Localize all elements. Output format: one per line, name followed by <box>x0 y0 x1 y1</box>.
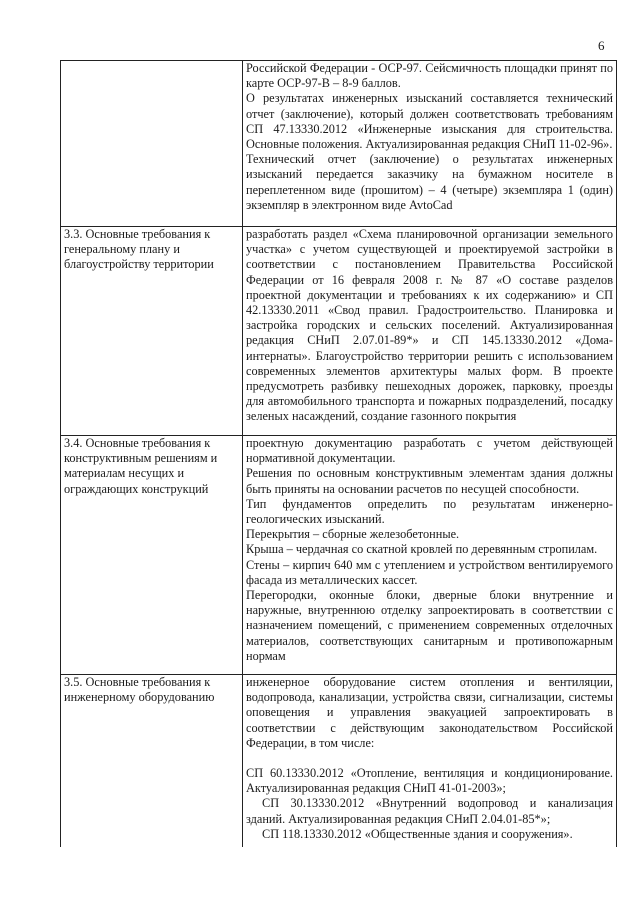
paragraph: СП 118.13330.2012 «Общественные здания и сооружения». <box>262 826 573 841</box>
requirement-cell: 3.3. Основные требования к генеральному плану и благоустройству территории <box>61 227 243 436</box>
paragraph: проектную документацию разработать с учетом действующей нормативной документации. <box>246 436 613 466</box>
table-row <box>61 675 617 848</box>
paragraph: Перекрытия – сборные железобетонные. <box>246 527 460 542</box>
requirement-cell: 3.4. Основные требования к конструктивным решениям и материалам несущих и ограждающих конструкций <box>61 436 243 675</box>
description-cell <box>243 436 617 675</box>
requirement-cell <box>61 61 243 227</box>
description-cell <box>243 675 617 848</box>
paragraph: Российской Федерации - ОСР-97. Сейсмичность площадки принят по карте ОСР-97-В – 8-9 баллов. <box>246 61 613 91</box>
paragraph: Тип фундаментов определить по результатам инженерно-геологических изысканий. <box>246 496 613 527</box>
paragraph: Перегородки, оконные блоки, дверные блоки внутренние и наружные, внутреннюю отделку запроектировать в соответствии с назначением помещений, с применением современных отделочных материалов, соответствующих санитарным и противопожарным нормам <box>246 588 613 663</box>
requirements-table <box>60 60 617 847</box>
table-row <box>61 61 617 227</box>
paragraph: СП 30.13330.2012 «Внутренний водопровод и канализация зданий. Актуализированная редакция СНиП 2.04.01-85*»; <box>246 796 613 826</box>
page-number: 6 <box>598 38 605 53</box>
paragraph: Решения по основным конструктивным элементам здания должны быть приняты на основании расчетов по несущей способности. <box>246 466 613 496</box>
requirement-cell: 3.5. Основные требования к инженерному оборудованию <box>61 675 243 848</box>
paragraph-gap <box>246 751 613 766</box>
description-cell <box>243 227 617 436</box>
paragraph: разработать раздел «Схема планировочной организации земельного участка» с учетом существующей и проектируемой застройки в соответствии с постановлением Правительства Российской Федерации от 16 февраля 2008 г. № 87 «О составе разделов проектной документации и требованиях к их содержанию» и СП 42.13330.2011 «Свод правил. Градостроительство. Планировка и застройка городских и сельских поселений. Актуализированная редакция СНиП 2.07.01-89*» и СП 145.13330.2012 «Дома-интернаты». Благоустройство территории решить с использованием современных элементов архитектуры малых форм. В проекте предусмотреть разбивку пешеходных дорожек, парковку, проезды для автомобильного транспорта и пожарных подразделений, посадку зеленых насаждений, создание газонного покрытия <box>246 227 613 424</box>
description-cell <box>243 61 617 227</box>
table-row <box>61 227 617 436</box>
paragraph: Крыша – чердачная со скатной кровлей по деревянным стропилам. <box>246 542 598 557</box>
paragraph: О результатах инженерных изысканий составляется технический отчет (заключение), который должен соответствовать требованиям СП 47.13330.2012 «Инженерные изыскания для строительства. Основные положения. Актуализированная редакция СНиП 11-02-96». <box>246 91 613 152</box>
paragraph: Технический отчет (заключение) о результатах инженерных изысканий передается заказчику на бумажном носителе в переплетенном виде (прошитом) – 4 (четыре) экземпляра 1 (один) экземпляр в электронном виде AvtoCad <box>246 152 613 212</box>
paragraph: инженерное оборудование систем отопления и вентиляции, водопровода, канализации, устройства связи, сигнализации, системы оповещения и управления эвакуацией запроектировать в соответствии с действующим законодательством Российской Федерации, в том числе: <box>246 675 613 750</box>
table-row <box>61 436 617 675</box>
paragraph: СП 60.13330.2012 «Отопление, вентиляция и кондиционирование. Актуализированная редакция СНиП 41-01-2003»; <box>246 766 613 796</box>
paragraph: Стены – кирпич 640 мм с утеплением и устройством вентилируемого фасада из металлических кассет. <box>246 557 613 587</box>
